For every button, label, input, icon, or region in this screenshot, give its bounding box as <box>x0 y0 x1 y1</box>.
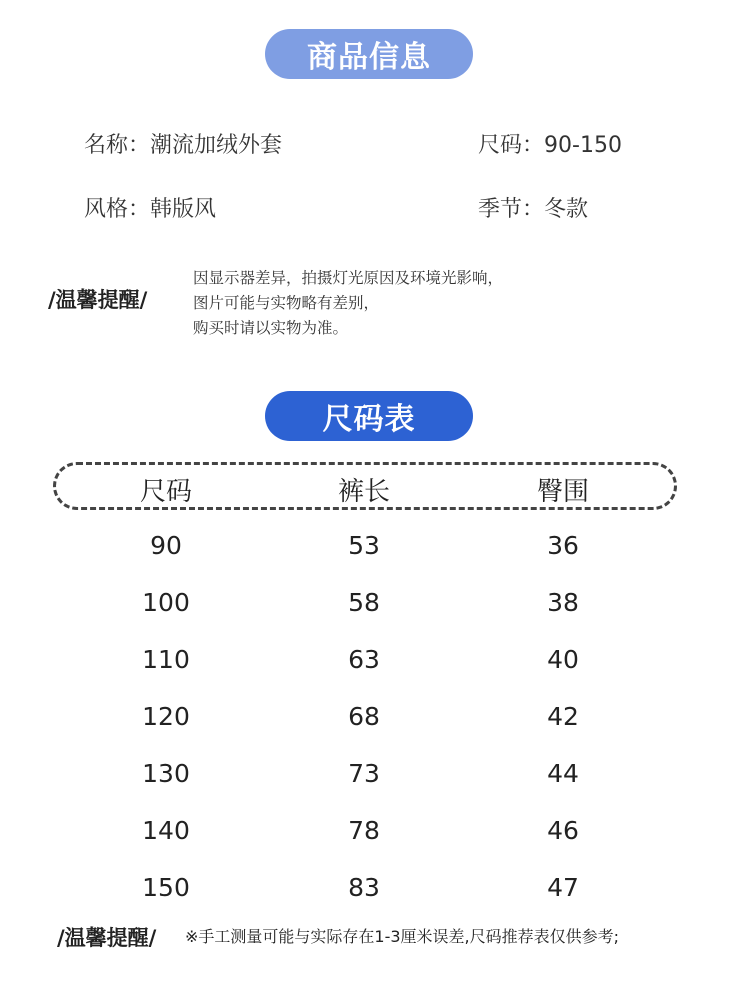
notice-line: 购买时请以实物为准。 <box>193 319 349 337</box>
spec-size <box>478 128 622 159</box>
cell-pants-length: 68 <box>348 702 380 731</box>
cell-hip: 40 <box>547 645 579 674</box>
cell-size: 130 <box>142 759 190 788</box>
cell-size: 150 <box>142 873 190 902</box>
cell-pants-length: 83 <box>348 873 380 902</box>
header-hip: 臀围 <box>536 477 589 507</box>
cell-pants-length: 73 <box>348 759 380 788</box>
cell-hip: 38 <box>547 588 579 617</box>
cell-size: 120 <box>142 702 190 731</box>
cell-pants-length: 58 <box>348 588 380 617</box>
cell-hip: 44 <box>547 759 579 788</box>
spec-season-label: 季节： <box>478 197 545 222</box>
notice-line: 因显示器差异，拍摄灯光原因及环境光影响， <box>193 269 504 287</box>
notice-label: /温馨提醒/ <box>48 288 148 312</box>
spec-style <box>84 192 216 223</box>
spec-style-label: 风格： <box>84 197 151 222</box>
notice-line: 图片可能与实物略有差别， <box>193 294 380 312</box>
spec-size-label: 尺码： <box>478 133 545 158</box>
spec-name-value: 潮流加绒外套 <box>150 133 283 158</box>
notice-text <box>193 266 503 341</box>
header-pants-length: 裤长 <box>337 477 390 507</box>
spec-name <box>84 128 282 159</box>
spec-style-value: 韩版风 <box>150 197 217 222</box>
cell-size: 110 <box>142 645 190 674</box>
cell-hip: 47 <box>547 873 579 902</box>
cell-size: 140 <box>142 816 190 845</box>
spec-size-value: 90-150 <box>544 133 622 158</box>
footer-label: /温馨提醒/ <box>57 926 157 950</box>
cell-hip: 46 <box>547 816 579 845</box>
footer-disclaimer: ※手工测量可能与实际存在1-3厘米误差,尺码推荐表仅供参考; <box>185 927 620 946</box>
cell-pants-length: 63 <box>348 645 380 674</box>
product-info-title: 商品信息 <box>265 29 473 79</box>
cell-size: 100 <box>142 588 190 617</box>
cell-size: 90 <box>150 531 182 560</box>
spec-season-value: 冬款 <box>544 197 589 222</box>
cell-hip: 42 <box>547 702 579 731</box>
spec-season <box>478 192 588 223</box>
header-size: 尺码 <box>139 477 192 507</box>
cell-hip: 36 <box>547 531 579 560</box>
cell-pants-length: 78 <box>348 816 380 845</box>
size-chart-title: 尺码表 <box>265 391 473 441</box>
spec-name-label: 名称： <box>84 133 151 158</box>
cell-pants-length: 53 <box>348 531 380 560</box>
